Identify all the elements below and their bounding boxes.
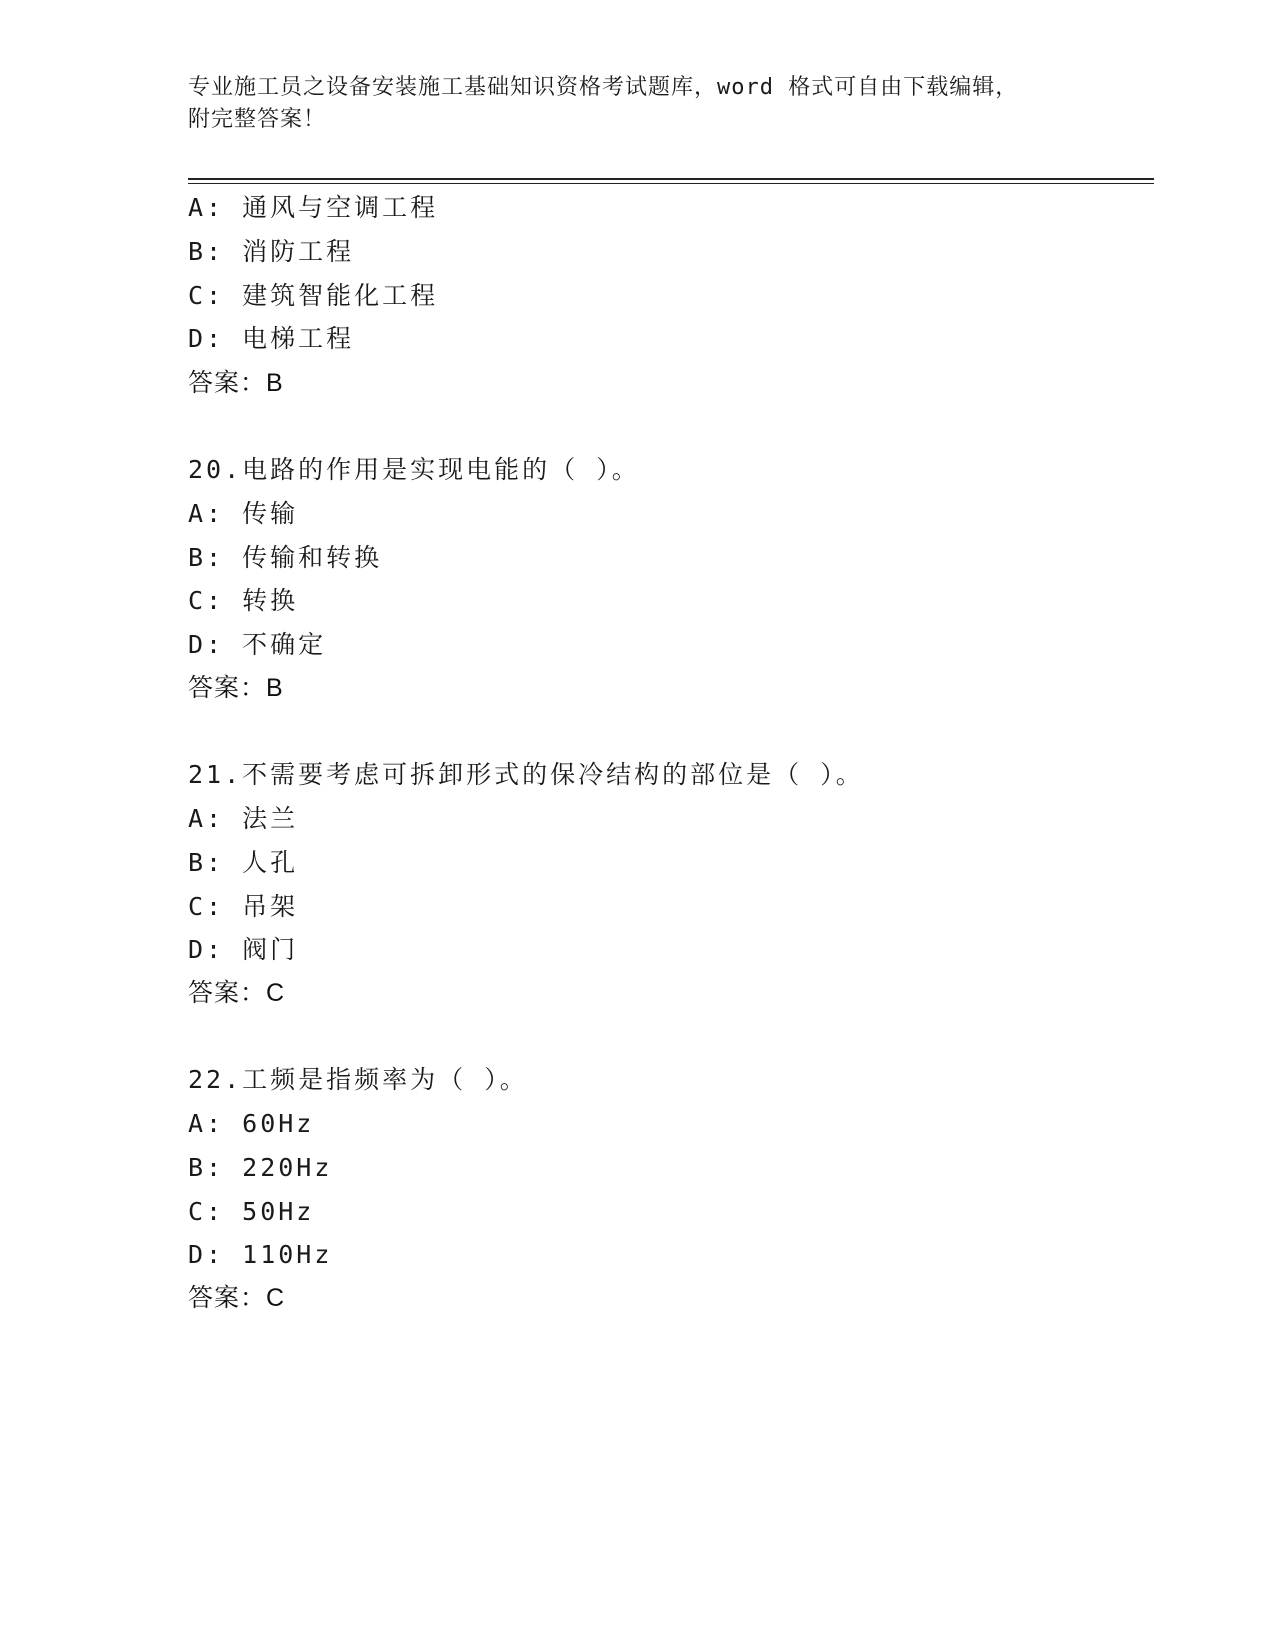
q22-option-d: D: 110Hz	[188, 1240, 333, 1269]
q19-option-a: A: 通风与空调工程	[188, 193, 439, 222]
q20-option-a: A: 传输	[188, 499, 299, 528]
intro-line-1: 专业施工员之设备安装施工基础知识资格考试题库，word 格式可自由下载编辑，	[188, 75, 1019, 100]
q20-question: 20.电路的作用是实现电能的（ ）。	[188, 455, 640, 484]
document-intro	[188, 72, 1068, 136]
q22-question: 22.工频是指频率为（ ）。	[188, 1065, 528, 1094]
q21-question: 21.不需要考虑可拆卸形式的保冷结构的部位是（ ）。	[188, 760, 864, 789]
q19-option-b: B: 消防工程	[188, 237, 355, 266]
q22-option-a: A: 60Hz	[188, 1109, 315, 1138]
q21-option-a: A: 法兰	[188, 804, 299, 833]
q20-option-b: B: 传输和转换	[188, 543, 383, 572]
q21-option-b: B: 人孔	[188, 848, 299, 877]
header-divider-thick	[188, 178, 1154, 180]
q20-option-c: C: 转换	[188, 586, 299, 615]
q19-answer: 答案：B	[188, 369, 284, 397]
q20-answer: 答案：B	[188, 674, 284, 702]
q22-answer: 答案：C	[188, 1284, 286, 1312]
header-divider-thin	[188, 183, 1154, 184]
q19-option-d: D: 电梯工程	[188, 324, 355, 353]
q21-option-c: C: 吊架	[188, 892, 299, 921]
q21-option-d: D: 阀门	[188, 935, 299, 964]
q22-option-c: C: 50Hz	[188, 1197, 315, 1226]
q20-option-d: D: 不确定	[188, 630, 327, 659]
q22-option-b: B: 220Hz	[188, 1153, 333, 1182]
q21-answer: 答案：C	[188, 979, 286, 1007]
intro-line-2: 附完整答案！	[188, 107, 327, 132]
q19-option-c: C: 建筑智能化工程	[188, 281, 439, 310]
